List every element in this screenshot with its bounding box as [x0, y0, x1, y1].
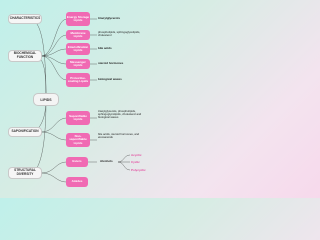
membrane-lipids-detail: phospholipids, sphingoglycolipids, cholesterol	[98, 30, 141, 38]
biochemical-function-node: BIOCHEMICAL FUNCTION	[8, 50, 42, 62]
structural-diversity-node: STRUCTURAL DIVERSITY	[8, 167, 42, 179]
amides-box: Amides	[66, 177, 88, 187]
acyclic-label: Acyclic	[131, 153, 142, 157]
emulsification-detail: bile acids	[98, 46, 112, 50]
polycyclic-label: Polycyclic	[131, 168, 146, 172]
messenger-detail: steroid hormones	[98, 61, 124, 65]
messenger-lipids-box: Messenger Lipids	[66, 59, 90, 69]
non-saponifiable-box: Non-saponifiable Lipids	[66, 133, 90, 147]
saponifiable-detail: triacylglycerols, phospholipids, sphingoglycolipids, cholesterol and biological waxes	[98, 109, 142, 120]
protective-coating-box: Protective-coating Lipids	[66, 73, 90, 87]
saponification-node: SAPONIFICATION	[8, 127, 42, 137]
energy-storage-detail: triacylglycerols	[98, 16, 121, 20]
membrane-lipids-box: Membrane Lipids	[66, 30, 90, 40]
saponifiable-box: Saponifiable Lipids	[66, 111, 90, 125]
energy-storage-box: Energy Storage Lipids	[66, 12, 90, 26]
non-saponifiable-detail: bile acids, steroid hormones, and eicosanoids	[98, 132, 140, 140]
esters-box: Esters	[66, 157, 88, 167]
cyclic-label: Cyclic	[131, 160, 140, 164]
emulsification-box: Emulsification Lipids	[66, 43, 90, 55]
protective-detail: biological waxes	[98, 77, 122, 81]
characteristics-node: CHARACTERISTICS	[8, 14, 42, 24]
lipids-node: LIPIDS	[33, 93, 59, 106]
alcohols-label: Alcohols	[100, 159, 113, 163]
